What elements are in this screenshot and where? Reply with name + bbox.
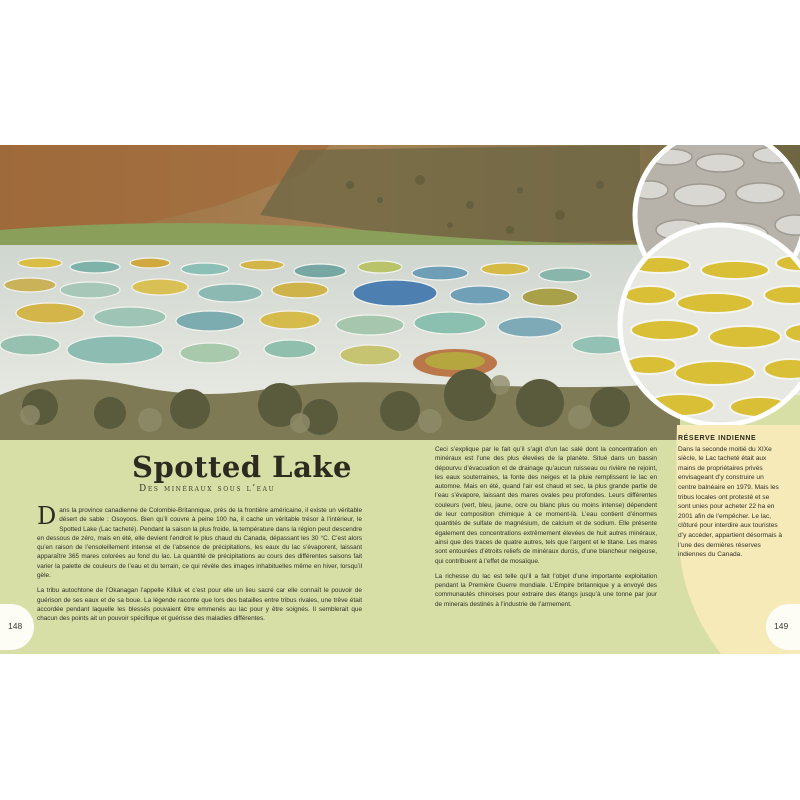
sidebar-box (678, 434, 783, 560)
paragraph (37, 502, 362, 580)
article-subtitle: Des minéraux sous l’eau (139, 484, 276, 494)
magazine-spread (0, 145, 800, 654)
page-number-left: 148 (0, 604, 34, 650)
paragraph: La tribu autochtone de l’Okanagan l’appelle Kliluk et c’est pour elle un lieu sacré car elle connaît le pouvoir de guérison de ses eaux et de sa boue. La légende raconte que lors des batailles entre tribus rivales, une trêve était accordée pendant laquelle les blessés pouvaient être emmenés au lac pour y être soignés. Il semblerait que chacun des points ait un pouvoir spécifique et guérisse des maladies différentes. (37, 587, 362, 623)
paragraph-text: ans la province canadienne de Colombie-Britannique, près de la frontière américaine, il existe un véritable désert de sable : Osoyoos. Bien qu’il couvre à peine 100 ha, il cache un véritable trésor à l’intérieur, le Spotted Lake (Lac tacheté). Pendant la saison la plus froide, la température dans la région peut descendre en dessous de zéro, mais en été, elle devient l’endroit le plus chaud du Canada, dépassant les 30 °C. C’est alors qu’en raison de l’ensoleillement intense et de l’absence de précipitations, les eaux du lac s’évaporent, laissant apparaître 365 mares colorées au fond du lac. La quantité de précipitations au cours des différentes saisons fait varier la palette de couleurs de l’eau et du terrain, ce qui révèle des images inhabituelles même en hiver, lorsqu’il gèle. (37, 507, 362, 580)
middle-column (435, 445, 657, 615)
paragraph: La richesse du lac est telle qu’il a fait l’objet d’une importante exploitation pendant la Première Guerre mondiale. L’Empire britannique y a envoyé des communautés chinoises pour extraire des étangs jusqu’à une tonne par jour de minerais destinés à l’industrie de l’armement. (435, 572, 657, 608)
sidebar-title: RÉSERVE INDIENNE (678, 435, 757, 442)
drop-cap: D (37, 502, 57, 530)
left-column (37, 502, 362, 630)
article-title: Spotted Lake (132, 450, 352, 484)
lake-photo (0, 145, 800, 440)
sidebar-body: Dans la seconde moitié du XIXe siècle, le Lac tacheté était aux mains de propriétaires privés envisageant d’y construire un centre balnéaire en 1979. Mais les tribus locales ont protesté et se sont unies pour acheter 22 ha en 2001 afin de l’empêcher. Le lac, clôturé pour interdire aux touristes d’y accéder, appartient désormais à l’une des dernières réserves indiennes du Canada. (678, 445, 783, 559)
page-number-right: 149 (766, 604, 800, 650)
paragraph: Ceci s’explique par le fait qu’il s’agit d’un lac salé dont la concentration en minéraux est l’une des plus élevées de la planète. Situé dans un bassin dépourvu d’évacuation et de drainage qu’aucun ruisseau ou rivière ne rejoint, les eaux souterraines, la fonte des neiges et la pluie remplissent le lac en automne. Mais en été, quand l’air est chaud et sec, la plus grande partie de l’eau s’évapore, laissant des mares ovales peu profondes. Leurs différentes couleurs (vert, bleu, jaune, ocre ou blanc plus ou moins intense) dépendent de leur composition chimique à ce moment-là. L’eau contient d’énormes quantités de sulfate de magnésium, de calcium et de sodium. Elle présente également des concentrations extrêmement élevées de huit autres minéraux, ainsi que des traces de quatre autres, tels que l’argent et le titane. Les mares sont entourées d’étroits reliefs de minéraux durcis, d’une blancheur neigeuse, qui contribuent à l’effet de mosaïque. (435, 446, 657, 565)
